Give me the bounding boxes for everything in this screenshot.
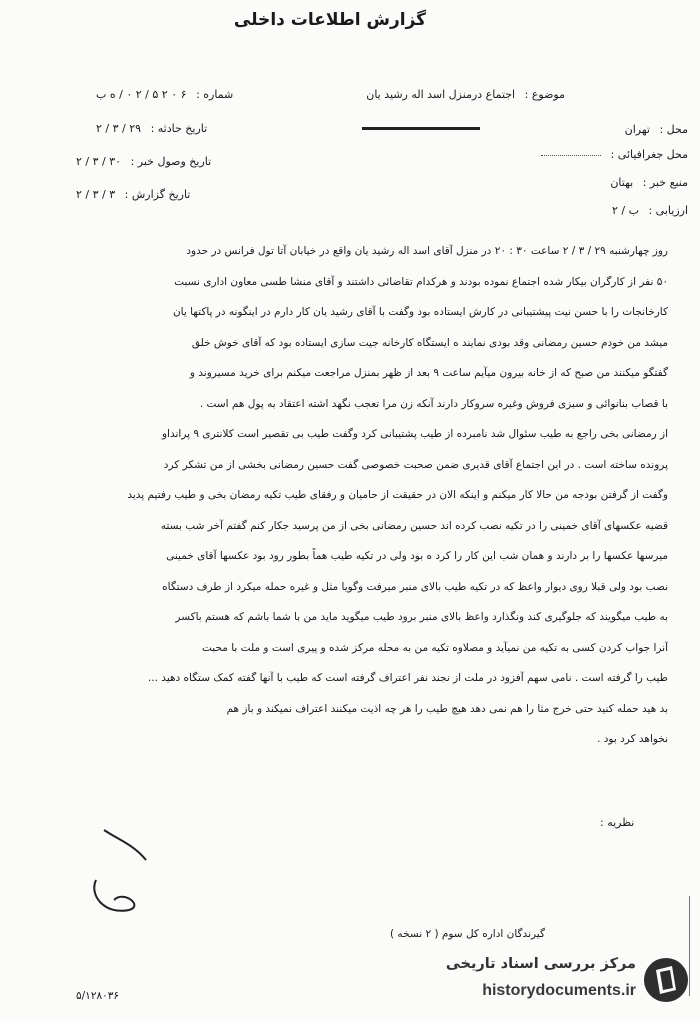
body-line: پرونده ساخته است . در این اجتماع آقای قدیری ضمن صحبت خصوصی گفت حسین رمضانی بخشی از من تشکر کرد bbox=[163, 458, 668, 471]
number-value: ۶ ۰ ۲ ۵ / ۲ ۰ / ه ب bbox=[96, 88, 187, 101]
receipt-date-field bbox=[76, 155, 211, 168]
body-line: کارخانجات را با حسن نیت پیشتیبانی در کارش ایستاده بود وگفت با آقای رشید یان کار دارم در اینگونه در پاکتها یان bbox=[172, 306, 668, 318]
area-field bbox=[541, 148, 688, 161]
subject-field bbox=[366, 88, 565, 101]
report-date-label: تاریخ گزارش : bbox=[124, 188, 191, 201]
archive-name: مرکز بررسی اسناد تاریخی bbox=[445, 956, 636, 972]
body-line: از رمضانی بخی راجع به طیب سئوال شد نامبرده از طیب پشتیبانی کرد وگفت طیب بی تقصیر است کلانتری ۹ پرانداو bbox=[161, 428, 668, 440]
archive-url: historydocuments.ir bbox=[482, 982, 636, 999]
archive-logo-icon bbox=[642, 956, 690, 1004]
location-field bbox=[625, 123, 688, 136]
source-value: بهتان bbox=[610, 176, 634, 189]
rating-label: ارزیابی : bbox=[648, 204, 688, 217]
source-label: منبع خبر : bbox=[642, 176, 688, 189]
body-line: میرسها عکسها را بر دارند و همان شب این کار را کرد ه بود ولی در تکیه طیب هماً بطور رود بود عکسها آقای خمینی bbox=[166, 550, 668, 562]
area-label: محل جغرافیائی : bbox=[610, 148, 688, 161]
area-blank bbox=[541, 155, 601, 156]
number-field bbox=[96, 88, 233, 101]
body-line: گفتگو میکنند من صبح که از خانه بیرون میآیم ساعت ۹ بعد از ظهر بمنزل مراجعت میکنم برای خرید مسیروند و bbox=[189, 367, 668, 379]
body-line: آنرا جواب کردن کسی به تکیه من نمیآید و مصلاوه تکیه من به محله مرکز شده و پیری است و ملت با محبت bbox=[201, 641, 668, 654]
subject-label: موضوع : bbox=[524, 88, 565, 101]
body-line: به طیب میگویند که جلوگیری کند ونگذارد واعظ بالای منبر برود طیب میگوید ماید من با شما باشم که هستم باکسر bbox=[175, 611, 668, 623]
report-date-field bbox=[76, 188, 190, 201]
location-label: محل : bbox=[659, 123, 688, 136]
recipients-note: گیرندگان اداره کل سوم ( ۲ نسخه ) bbox=[390, 928, 545, 940]
body-line: قضیه عکسهای آقای خمینی را در تکیه نصب کرده اند حسین رمضانی بخی از من پرسید جکار کنم گفتم آخر شب بسته bbox=[160, 519, 668, 532]
number-label: شماره : bbox=[196, 88, 234, 101]
report-body bbox=[40, 236, 668, 755]
event-date-label: تاریخ حادثه : bbox=[150, 122, 208, 135]
opinion-label: نظریه : bbox=[600, 816, 635, 829]
location-value: تهران bbox=[624, 123, 650, 136]
body-line: بد هید حمله کنید حتی خرج مثا را هم نمی دهد هیچ طیب را هر چه اذیت میکنند اعتراف نمیکند و باز هم bbox=[226, 702, 668, 715]
body-line: ۵۰ نفر از کارگران بیکار شده اجتماع نموده بودند و هرکدام تقاضائی داشتند و آقای منشا طسی معاون اداری نسبت bbox=[174, 275, 668, 288]
handwritten-signature bbox=[84, 820, 174, 930]
subject-value: اجتماع درمنزل اسد اله رشید یان bbox=[366, 88, 516, 101]
archive-watermark bbox=[410, 948, 696, 1018]
body-line: نخواهد کرد بود . bbox=[597, 733, 668, 745]
document-title: گزارش اطلاعات داخلی bbox=[233, 10, 427, 30]
body-line: روز چهارشنبه ۲۹ / ۳ / ۲ ساعت ۳۰ : ۲۰ در منزل آقای اسد اله رشید یان واقع در خیابان آتا تول فرانس در حدود bbox=[186, 245, 668, 257]
source-field bbox=[610, 176, 688, 189]
document-number: ۵/۱۲۸۰۳۶ bbox=[76, 990, 120, 1002]
body-line: وگفت از گرفتن بودجه من حالا کار میکنم و اینکه الان در حقیقت از حامیان و رفقای طیب تکیه رمضان بخی و طیب رفتیم پدید bbox=[127, 489, 668, 501]
receipt-date-label: تاریخ وصول خبر : bbox=[130, 155, 212, 168]
event-date-value: ۲۹ / ۳ / ۲ bbox=[96, 122, 142, 135]
body-line: طیب را گرفته است . نامی سهم آفزود در ملت از نجند نفر اعتراف گرفته است که طیب با آنها گفته کمک ستگاه دهید ... bbox=[147, 672, 668, 684]
rating-value: ب / ۲ bbox=[611, 204, 639, 217]
report-date-value: ۳ / ۳ / ۲ bbox=[76, 188, 116, 201]
receipt-date-value: ۳۰ / ۳ / ۲ bbox=[76, 155, 122, 168]
event-date-field bbox=[96, 122, 207, 135]
redaction-bar bbox=[362, 127, 480, 130]
body-line: میشد من خودم حسین رمضانی وقد بودی نمایند ه ایستگاه کارخانه جیت سازی ایستاده بود که آقای خوش خلق bbox=[191, 336, 668, 349]
rating-field bbox=[612, 204, 688, 217]
body-line: با قصاب بنانوائی و سبزی فروش وغیره سروکار دارند آنکه زن مرا تعجب نگهد اشته اعتقاد به پول هم است . bbox=[199, 397, 668, 410]
body-line: نصب بود ولی قبلا روی دیوار واعظ که در تکیه طیب بالای منبر میرفت وگویا مثل و غیره حمله میکرد از طرف دستگاه bbox=[162, 580, 668, 593]
